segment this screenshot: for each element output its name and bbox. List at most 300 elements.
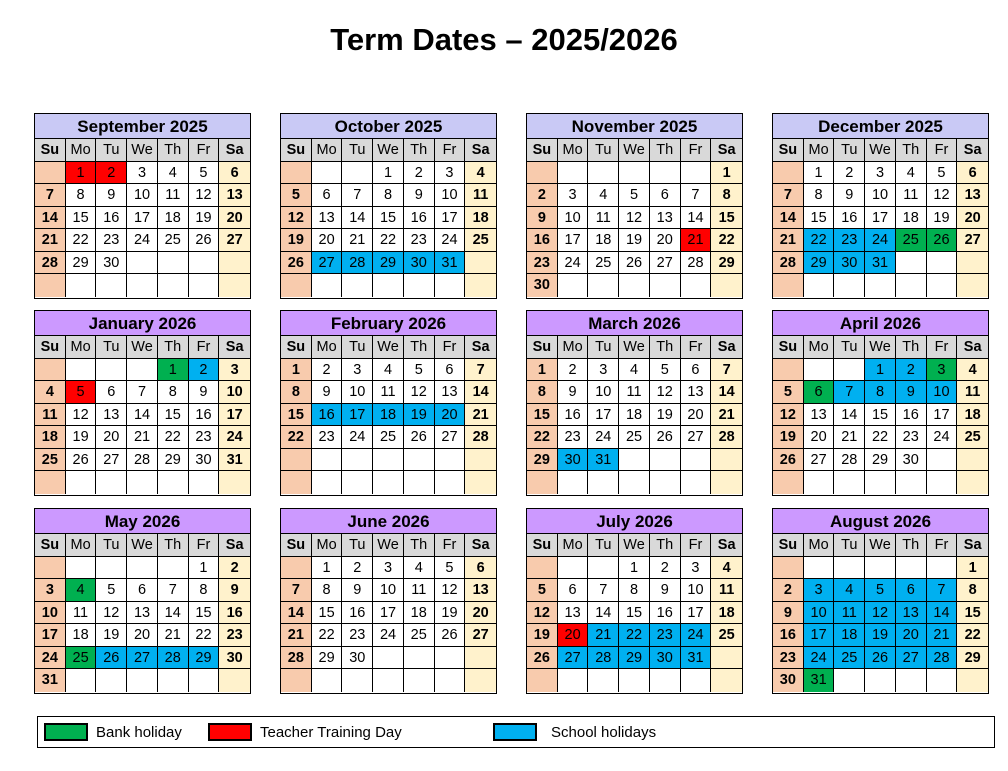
weekday-header: Th — [650, 336, 681, 359]
day-cell: 20 — [650, 229, 681, 252]
empty-day-cell — [219, 471, 250, 494]
weekday-header: We — [373, 534, 404, 557]
day-cell: 3 — [681, 557, 712, 580]
weekday-header: Fr — [927, 336, 958, 359]
empty-day-cell — [342, 162, 373, 185]
weekday-header: Th — [404, 336, 435, 359]
empty-day-cell — [465, 471, 496, 494]
day-cell: 5 — [96, 579, 127, 602]
empty-day-cell — [588, 162, 619, 185]
day-cell: 4 — [896, 162, 927, 185]
empty-day-cell — [312, 449, 343, 472]
day-cell: 15 — [619, 602, 650, 625]
day-cell: 6 — [465, 557, 496, 580]
day-cell: 13 — [558, 602, 589, 625]
day-cell: 16 — [312, 404, 343, 427]
day-cell: 17 — [558, 229, 589, 252]
day-cell: 19 — [281, 229, 312, 252]
weekday-header: Tu — [342, 534, 373, 557]
day-cell: 25 — [373, 426, 404, 449]
day-cell: 25 — [711, 624, 742, 647]
empty-day-cell — [281, 669, 312, 692]
empty-day-cell — [281, 557, 312, 580]
school-holidays-swatch — [493, 723, 537, 741]
day-cell: 20 — [219, 207, 250, 230]
day-cell: 16 — [773, 624, 804, 647]
day-cell: 17 — [219, 404, 250, 427]
day-cell: 25 — [896, 229, 927, 252]
empty-day-cell — [588, 557, 619, 580]
day-cell: 28 — [711, 426, 742, 449]
empty-day-cell — [96, 557, 127, 580]
day-cell: 24 — [865, 229, 896, 252]
day-cell: 4 — [834, 579, 865, 602]
month-title: May 2026 — [35, 509, 250, 534]
day-cell: 31 — [588, 449, 619, 472]
day-cell: 16 — [219, 602, 250, 625]
day-cell: 16 — [189, 404, 220, 427]
weekday-header: Th — [650, 139, 681, 162]
day-cell: 3 — [35, 579, 66, 602]
day-cell: 11 — [619, 381, 650, 404]
month-calendar — [280, 113, 497, 299]
weekday-header: Su — [281, 534, 312, 557]
empty-day-cell — [404, 274, 435, 297]
empty-day-cell — [834, 669, 865, 692]
empty-day-cell — [865, 669, 896, 692]
day-cell: 31 — [35, 669, 66, 692]
day-cell: 15 — [804, 207, 835, 230]
day-cell: 12 — [435, 579, 466, 602]
day-cell: 25 — [465, 229, 496, 252]
day-cell: 22 — [804, 229, 835, 252]
day-cell: 23 — [219, 624, 250, 647]
day-cell: 22 — [711, 229, 742, 252]
day-cell: 28 — [158, 647, 189, 670]
weekday-header: Mo — [312, 139, 343, 162]
day-cell: 26 — [927, 229, 958, 252]
day-cell: 1 — [619, 557, 650, 580]
day-cell: 20 — [127, 624, 158, 647]
empty-day-cell — [834, 274, 865, 297]
day-cell: 5 — [650, 359, 681, 382]
empty-day-cell — [619, 449, 650, 472]
weekday-header: Mo — [804, 534, 835, 557]
month-title: June 2026 — [281, 509, 496, 534]
legend-item-bank-holiday — [44, 720, 182, 744]
day-cell: 15 — [865, 404, 896, 427]
empty-day-cell — [66, 359, 97, 382]
legend-item-school-holidays — [493, 720, 656, 744]
weekday-header: We — [865, 534, 896, 557]
day-cell: 20 — [896, 624, 927, 647]
month-title: October 2025 — [281, 114, 496, 139]
day-cell: 21 — [681, 229, 712, 252]
weekday-header: Su — [35, 336, 66, 359]
day-cell: 10 — [588, 381, 619, 404]
empty-day-cell — [711, 669, 742, 692]
empty-day-cell — [66, 471, 97, 494]
weekday-header: Fr — [435, 534, 466, 557]
day-cell: 18 — [896, 207, 927, 230]
day-cell: 1 — [711, 162, 742, 185]
day-cell: 14 — [35, 207, 66, 230]
weekday-header: Sa — [219, 534, 250, 557]
empty-day-cell — [558, 669, 589, 692]
day-cell: 9 — [527, 207, 558, 230]
empty-day-cell — [373, 647, 404, 670]
day-cell: 1 — [66, 162, 97, 185]
day-cell: 24 — [558, 252, 589, 275]
empty-day-cell — [896, 252, 927, 275]
empty-day-cell — [96, 274, 127, 297]
day-cell: 28 — [465, 426, 496, 449]
weekday-header: Fr — [927, 534, 958, 557]
day-cell: 27 — [896, 647, 927, 670]
weekday-header: Mo — [312, 534, 343, 557]
day-cell: 28 — [588, 647, 619, 670]
weekday-header: Sa — [957, 139, 988, 162]
day-cell: 19 — [189, 207, 220, 230]
day-cell: 26 — [404, 426, 435, 449]
weekday-header: Mo — [804, 139, 835, 162]
day-cell: 17 — [927, 404, 958, 427]
day-cell: 26 — [619, 252, 650, 275]
day-cell: 23 — [342, 624, 373, 647]
day-cell: 14 — [834, 404, 865, 427]
empty-day-cell — [404, 647, 435, 670]
month-calendar — [34, 310, 251, 496]
empty-day-cell — [558, 471, 589, 494]
empty-day-cell — [373, 274, 404, 297]
day-cell: 8 — [189, 579, 220, 602]
day-cell: 7 — [465, 359, 496, 382]
day-cell: 15 — [281, 404, 312, 427]
weekday-header: We — [865, 139, 896, 162]
empty-day-cell — [588, 274, 619, 297]
empty-day-cell — [650, 449, 681, 472]
day-cell: 26 — [527, 647, 558, 670]
day-cell: 4 — [35, 381, 66, 404]
day-cell: 11 — [373, 381, 404, 404]
day-cell: 13 — [804, 404, 835, 427]
day-cell: 29 — [711, 252, 742, 275]
day-cell: 22 — [158, 426, 189, 449]
day-cell: 30 — [896, 449, 927, 472]
month-title: July 2026 — [527, 509, 742, 534]
day-cell: 27 — [312, 252, 343, 275]
month-title: February 2026 — [281, 311, 496, 336]
day-cell: 19 — [527, 624, 558, 647]
empty-day-cell — [927, 252, 958, 275]
empty-day-cell — [373, 471, 404, 494]
empty-day-cell — [158, 557, 189, 580]
day-cell: 14 — [711, 381, 742, 404]
day-cell: 5 — [927, 162, 958, 185]
day-cell: 13 — [681, 381, 712, 404]
day-cell: 5 — [773, 381, 804, 404]
day-cell: 14 — [773, 207, 804, 230]
day-cell: 13 — [435, 381, 466, 404]
weekday-header: Su — [35, 139, 66, 162]
empty-day-cell — [465, 274, 496, 297]
empty-day-cell — [650, 162, 681, 185]
day-cell: 29 — [66, 252, 97, 275]
weekday-header: Fr — [435, 336, 466, 359]
day-cell: 2 — [558, 359, 589, 382]
day-cell: 30 — [342, 647, 373, 670]
day-cell: 9 — [404, 184, 435, 207]
day-cell: 30 — [650, 647, 681, 670]
month-calendar — [772, 310, 989, 496]
day-cell: 3 — [127, 162, 158, 185]
weekday-header: Su — [773, 534, 804, 557]
day-cell: 25 — [35, 449, 66, 472]
weekday-header: Sa — [711, 336, 742, 359]
empty-day-cell — [650, 471, 681, 494]
day-cell: 6 — [957, 162, 988, 185]
day-cell: 21 — [465, 404, 496, 427]
day-cell: 24 — [219, 426, 250, 449]
day-cell: 13 — [219, 184, 250, 207]
day-cell: 1 — [373, 162, 404, 185]
day-cell: 21 — [711, 404, 742, 427]
day-cell: 28 — [281, 647, 312, 670]
day-cell: 22 — [527, 426, 558, 449]
day-cell: 3 — [435, 162, 466, 185]
day-cell: 8 — [804, 184, 835, 207]
weekday-header: Su — [527, 534, 558, 557]
weekday-header: Sa — [957, 534, 988, 557]
day-cell: 12 — [404, 381, 435, 404]
empty-day-cell — [711, 471, 742, 494]
day-cell: 2 — [312, 359, 343, 382]
day-cell: 23 — [896, 426, 927, 449]
day-cell: 17 — [35, 624, 66, 647]
day-cell: 6 — [804, 381, 835, 404]
day-cell: 25 — [588, 252, 619, 275]
empty-day-cell — [558, 274, 589, 297]
page-title: Term Dates – 2025/2026 — [330, 22, 678, 57]
day-cell: 9 — [650, 579, 681, 602]
month-calendar — [526, 113, 743, 299]
empty-day-cell — [957, 449, 988, 472]
day-cell: 7 — [281, 579, 312, 602]
empty-day-cell — [957, 274, 988, 297]
day-cell: 17 — [865, 207, 896, 230]
day-cell: 21 — [773, 229, 804, 252]
day-cell: 3 — [865, 162, 896, 185]
bank-holiday-swatch — [44, 723, 88, 741]
day-cell: 11 — [404, 579, 435, 602]
weekday-header: Fr — [681, 534, 712, 557]
empty-day-cell — [681, 669, 712, 692]
weekday-header: Mo — [558, 534, 589, 557]
day-cell: 29 — [189, 647, 220, 670]
day-cell: 25 — [404, 624, 435, 647]
day-cell: 12 — [773, 404, 804, 427]
day-cell: 8 — [711, 184, 742, 207]
day-cell: 9 — [219, 579, 250, 602]
empty-day-cell — [219, 669, 250, 692]
day-cell: 10 — [219, 381, 250, 404]
empty-day-cell — [312, 162, 343, 185]
day-cell: 27 — [465, 624, 496, 647]
empty-day-cell — [189, 274, 220, 297]
day-cell: 16 — [342, 602, 373, 625]
day-cell: 28 — [927, 647, 958, 670]
day-cell: 27 — [957, 229, 988, 252]
day-cell: 20 — [804, 426, 835, 449]
day-cell: 16 — [558, 404, 589, 427]
day-cell: 28 — [342, 252, 373, 275]
empty-day-cell — [527, 557, 558, 580]
day-cell: 24 — [927, 426, 958, 449]
empty-day-cell — [865, 274, 896, 297]
empty-day-cell — [527, 669, 558, 692]
month-calendar — [280, 508, 497, 694]
empty-day-cell — [35, 274, 66, 297]
empty-day-cell — [957, 471, 988, 494]
empty-day-cell — [465, 647, 496, 670]
day-cell: 22 — [957, 624, 988, 647]
day-cell: 4 — [465, 162, 496, 185]
weekday-header: We — [127, 336, 158, 359]
day-cell: 30 — [773, 669, 804, 692]
day-cell: 11 — [957, 381, 988, 404]
weekday-header: Su — [527, 139, 558, 162]
weekday-header: Fr — [189, 139, 220, 162]
day-cell: 27 — [650, 252, 681, 275]
day-cell: 14 — [588, 602, 619, 625]
day-cell: 24 — [804, 647, 835, 670]
day-cell: 7 — [35, 184, 66, 207]
day-cell: 24 — [588, 426, 619, 449]
weekday-header: Fr — [681, 139, 712, 162]
weekday-header: Mo — [558, 336, 589, 359]
legend-label: Bank holiday — [96, 723, 182, 741]
day-cell: 17 — [127, 207, 158, 230]
weekday-header: We — [619, 139, 650, 162]
day-cell: 10 — [342, 381, 373, 404]
teacher-training-day-swatch — [208, 723, 252, 741]
day-cell: 12 — [927, 184, 958, 207]
day-cell: 5 — [189, 162, 220, 185]
day-cell: 18 — [588, 229, 619, 252]
empty-day-cell — [834, 471, 865, 494]
day-cell: 26 — [650, 426, 681, 449]
weekday-header: Fr — [189, 336, 220, 359]
legend — [37, 716, 995, 748]
day-cell: 3 — [373, 557, 404, 580]
day-cell: 19 — [773, 426, 804, 449]
empty-day-cell — [957, 252, 988, 275]
day-cell: 23 — [527, 252, 558, 275]
day-cell: 21 — [35, 229, 66, 252]
day-cell: 22 — [66, 229, 97, 252]
month-calendar — [34, 508, 251, 694]
weekday-header: Sa — [219, 336, 250, 359]
empty-day-cell — [158, 471, 189, 494]
day-cell: 13 — [96, 404, 127, 427]
day-cell: 24 — [35, 647, 66, 670]
day-cell: 29 — [619, 647, 650, 670]
day-cell: 9 — [834, 184, 865, 207]
day-cell: 14 — [158, 602, 189, 625]
weekday-header: Sa — [465, 139, 496, 162]
empty-day-cell — [711, 274, 742, 297]
empty-day-cell — [219, 274, 250, 297]
day-cell: 15 — [158, 404, 189, 427]
day-cell: 18 — [158, 207, 189, 230]
weekday-header: We — [619, 534, 650, 557]
month-calendar — [34, 113, 251, 299]
day-cell: 15 — [373, 207, 404, 230]
empty-day-cell — [650, 669, 681, 692]
day-cell: 11 — [711, 579, 742, 602]
empty-day-cell — [896, 557, 927, 580]
day-cell: 2 — [96, 162, 127, 185]
empty-day-cell — [619, 471, 650, 494]
day-cell: 16 — [896, 404, 927, 427]
day-cell: 4 — [711, 557, 742, 580]
weekday-header: We — [373, 336, 404, 359]
day-cell: 1 — [527, 359, 558, 382]
month-title: December 2025 — [773, 114, 988, 139]
empty-day-cell — [312, 274, 343, 297]
day-cell: 29 — [158, 449, 189, 472]
day-cell: 30 — [558, 449, 589, 472]
day-cell: 9 — [189, 381, 220, 404]
day-cell: 14 — [281, 602, 312, 625]
day-cell: 4 — [158, 162, 189, 185]
day-cell: 14 — [342, 207, 373, 230]
day-cell: 12 — [650, 381, 681, 404]
day-cell: 6 — [558, 579, 589, 602]
day-cell: 13 — [650, 207, 681, 230]
day-cell: 25 — [619, 426, 650, 449]
day-cell: 6 — [435, 359, 466, 382]
day-cell: 22 — [373, 229, 404, 252]
empty-day-cell — [896, 274, 927, 297]
day-cell: 21 — [927, 624, 958, 647]
empty-day-cell — [465, 449, 496, 472]
day-cell: 26 — [66, 449, 97, 472]
empty-day-cell — [773, 274, 804, 297]
day-cell: 3 — [927, 359, 958, 382]
day-cell: 8 — [957, 579, 988, 602]
day-cell: 10 — [865, 184, 896, 207]
day-cell: 22 — [619, 624, 650, 647]
month-calendar — [526, 310, 743, 496]
day-cell: 23 — [773, 647, 804, 670]
day-cell: 5 — [865, 579, 896, 602]
empty-day-cell — [127, 359, 158, 382]
empty-day-cell — [896, 471, 927, 494]
day-cell: 22 — [312, 624, 343, 647]
day-cell: 25 — [957, 426, 988, 449]
month-calendar — [772, 113, 989, 299]
day-cell: 27 — [681, 426, 712, 449]
day-cell: 30 — [219, 647, 250, 670]
day-cell: 2 — [342, 557, 373, 580]
empty-day-cell — [681, 449, 712, 472]
day-cell: 11 — [588, 207, 619, 230]
empty-day-cell — [127, 252, 158, 275]
day-cell: 5 — [435, 557, 466, 580]
day-cell: 23 — [189, 426, 220, 449]
empty-day-cell — [865, 471, 896, 494]
